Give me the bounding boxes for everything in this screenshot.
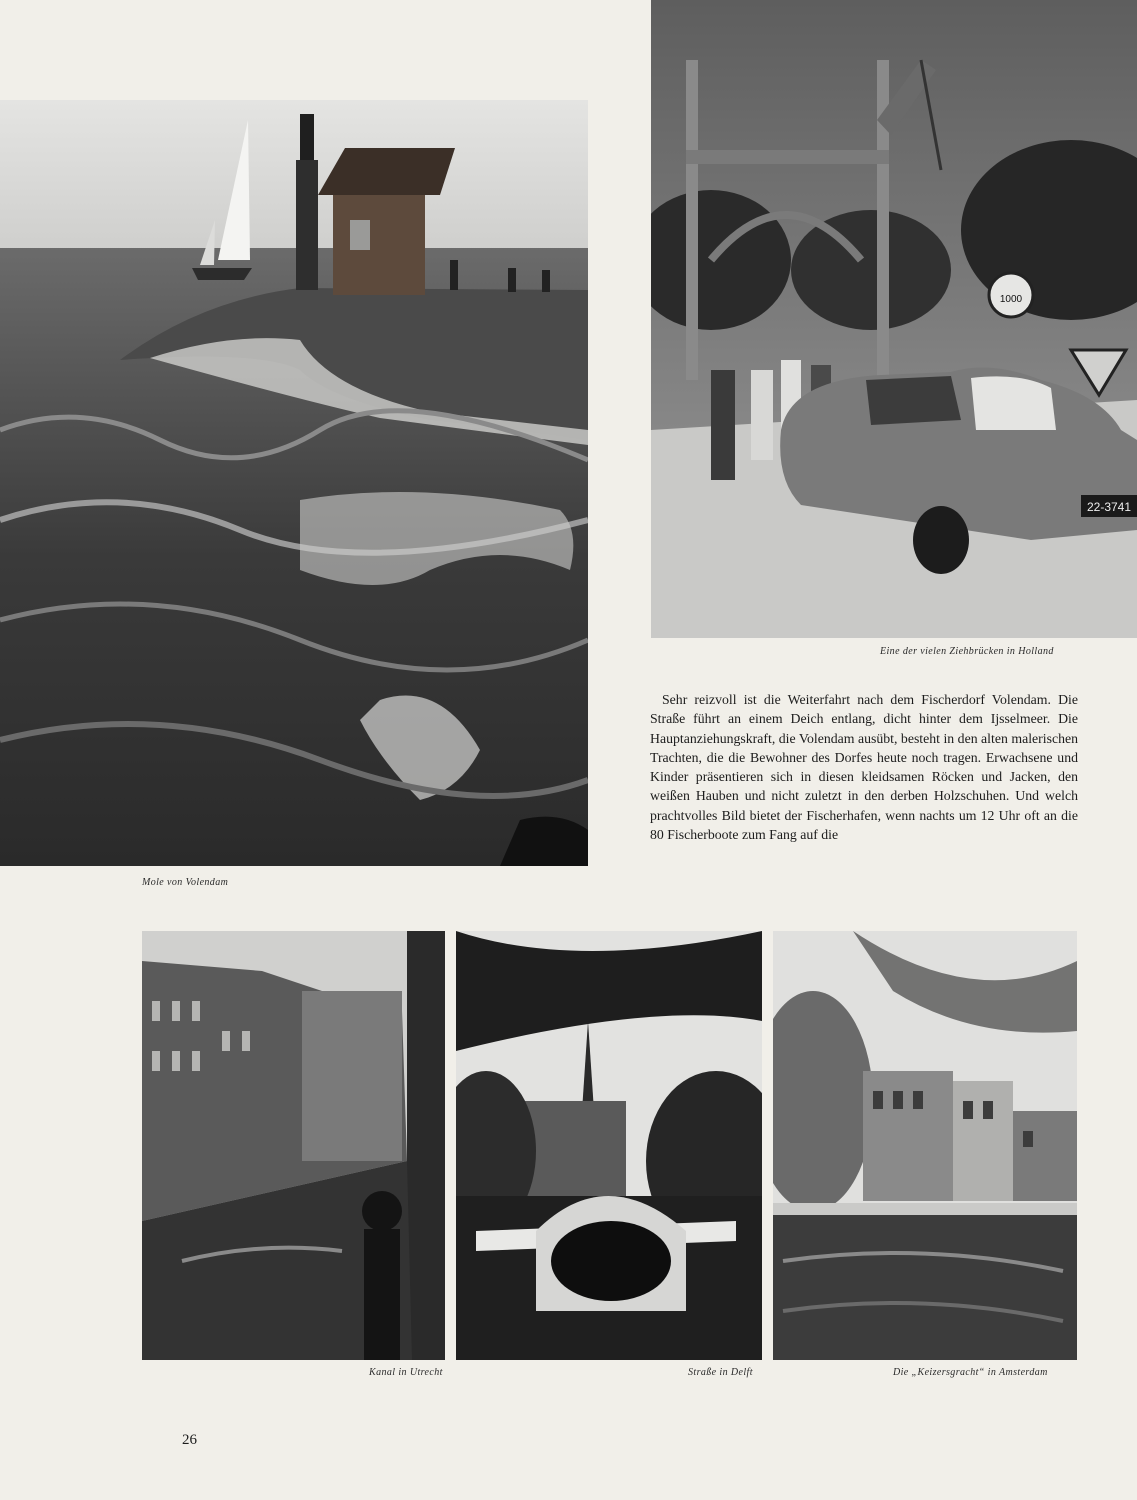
photo-mole-volendam [0,100,588,866]
page-number: 26 [182,1432,197,1448]
caption-amsterdam: Die „Keizersgracht“ in Amsterdam [893,1367,1048,1378]
license-plate: 22-3741 [1086,500,1132,514]
photo-amsterdam-keizersgracht [773,931,1077,1360]
photo-drawbridge [651,0,1137,638]
article-paragraph: Sehr reizvoll ist die Weiterfahrt nach dem Fischerdorf Volendam. Die Straße führt an einem Deich entlang, dicht hinter dem Ijsselmeer. Die Hauptanziehungskraft, die Volendam ausübt, besteht in den alten malerischen Trachten, die die Bewohner des Dorfes heute noch tragen. Erwachsene und Kinder präsentieren sich in diesen kleidsamen Röcken und Jacken, den weißen Hauben und nicht zuletzt in den derben Holzschuhen. Und welch prachtvolles Bild bietet der Fischerhafen, wenn nachts um 12 Uhr oft an die 80 Fischerboote zum Fang auf die [650,692,1078,843]
article-text [650,690,1078,844]
photo-delft-street [456,931,762,1360]
mole-illustration [0,100,588,866]
amsterdam-illustration [773,931,1077,1360]
caption-utrecht: Kanal in Utrecht [369,1367,443,1378]
caption-mole-volendam: Mole von Volendam [142,877,229,888]
caption-drawbridge: Eine der vielen Ziehbrücken in Holland [880,646,1054,657]
delft-illustration [456,931,762,1360]
sign-text: 1000 [999,294,1023,305]
photo-utrecht-canal [142,931,445,1360]
utrecht-illustration [142,931,445,1360]
drawbridge-illustration [651,0,1137,638]
caption-delft: Straße in Delft [688,1367,753,1378]
